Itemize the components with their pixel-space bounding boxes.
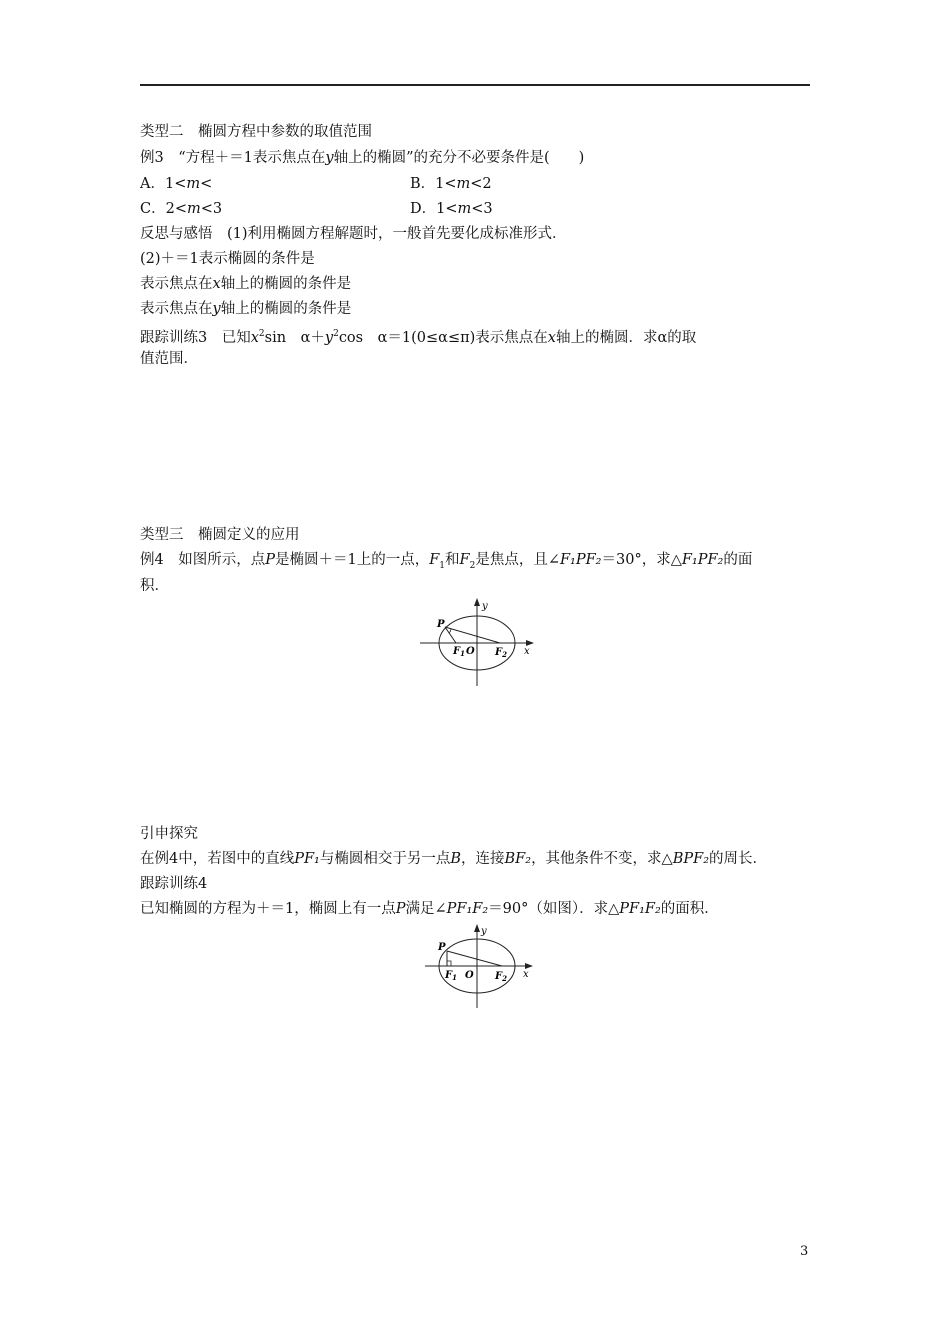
ellipse-figure-2 — [425, 922, 540, 1010]
fig2-x-label: x — [523, 969, 529, 980]
reflect-line2: (2)＋＝1表示椭圆的条件是 — [140, 251, 315, 267]
fig1-y-label: y — [482, 601, 488, 612]
fig1-F2-label: $F_2$ — [495, 647, 507, 659]
example4-line1: 例4 如图所示，点P是椭圆＋＝1上的一点，$F_1$和$F_2$是焦点，且∠F₁PF₂＝30°，求△F₁PF₂的面 — [140, 552, 753, 571]
fig2-P-label: P — [438, 942, 446, 953]
fig2-F1-label: $F_1$ — [445, 970, 457, 982]
header-rule — [140, 84, 810, 86]
option-c: C．2<m<3 — [140, 201, 223, 217]
example3-line: 例3 “方程＋＝1表示焦点在y轴上的椭圆”的充分不必要条件是( ) — [140, 150, 585, 166]
example3-label: 例3 — [140, 150, 164, 166]
training4-line: 已知椭圆的方程为＋＝1，椭圆上有一点P满足∠PF₁F₂＝90°（如图）．求△PF₁F₂的面积． — [140, 901, 719, 917]
reflect-label: 反思与感悟 — [140, 226, 213, 242]
example3-options-row1 — [140, 174, 492, 194]
fig1-x-label: x — [524, 646, 530, 657]
option-d: D．1<m<3 — [410, 201, 493, 217]
fig1-O-label: O — [466, 646, 475, 657]
section2-heading: 类型二 椭圆方程中参数的取值范围 — [140, 124, 372, 140]
extension-heading: 引申探究 — [140, 826, 198, 842]
training4-label: 跟踪训练4 — [140, 876, 208, 892]
fig2-O-label: O — [465, 970, 474, 981]
training3-line1: 跟踪训练3 已知$x^2\sin$ $\alpha+y^2\cos$ α＝1(0≤α≤π)表示焦点在x轴上的椭圆．求α的取 — [140, 329, 697, 346]
reflect-line4: 表示焦点在y轴上的椭圆的条件是 — [140, 301, 352, 317]
fig1-F1-label: $F_1$ — [453, 646, 465, 658]
reflect-line1: 反思与感悟 (1)利用椭圆方程解题时，一般首先要化成标准形式． — [140, 226, 567, 242]
ellipse-figure-1 — [420, 596, 540, 688]
option-b: B．1<m<2 — [410, 176, 492, 192]
page-number: 3 — [800, 1244, 809, 1259]
reflect-line3: 表示焦点在x轴上的椭圆的条件是 — [140, 276, 352, 292]
example4-label: 例4 — [140, 552, 164, 568]
section3-heading: 类型三 椭圆定义的应用 — [140, 527, 300, 543]
example3-options-row2 — [140, 199, 493, 219]
fig1-P-label: P — [437, 619, 445, 630]
extension-line: 在例4中，若图中的直线PF₁与椭圆相交于另一点B，连接BF₂，其他条件不变，求△BPF₂的周长． — [140, 851, 768, 867]
training3-line2: 值范围． — [140, 351, 198, 367]
example4-line2: 积． — [140, 578, 169, 594]
fig2-F2-label: $F_2$ — [495, 971, 507, 983]
training3-label: 跟踪训练3 — [140, 329, 208, 346]
option-a: A．1<m< — [140, 176, 213, 192]
fig2-y-label: y — [481, 926, 487, 937]
